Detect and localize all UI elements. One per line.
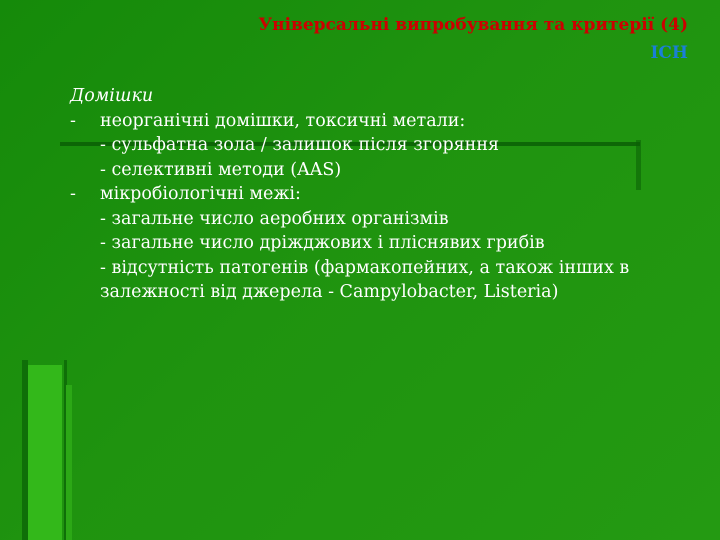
sub-item: - селективні методи (AAS) [100,159,342,180]
slide-title [168,14,688,64]
decorative-bar [66,385,72,540]
slide-title-main: Універсальні випробування та критерії (4) [258,15,688,35]
slide-body [70,84,690,305]
bullet-item [70,182,690,207]
bullet-text: мікробіологічні межі: [100,184,301,204]
sub-item: - загальне число аеробних організмів [100,208,449,229]
bullet-item [70,109,690,134]
slide-title-sub: ICH [650,43,688,63]
bullet-dash: - [70,110,76,131]
bullet-text: неорганічні домішки, токсичні метали: [100,110,466,131]
sub-item: - загальне число дріжджових і пліснявих грибів [100,233,545,253]
sub-item: - сульфатна зола / залишок після згоряння [100,135,500,155]
sub-item: - відсутність патогенів (фармакопейних, а також інших в залежності від джерела - Campylobacter, Listeria) [100,257,630,302]
decorative-bar [28,365,62,540]
section-heading: Домішки [70,86,154,106]
bullet-dash: - [70,184,76,204]
